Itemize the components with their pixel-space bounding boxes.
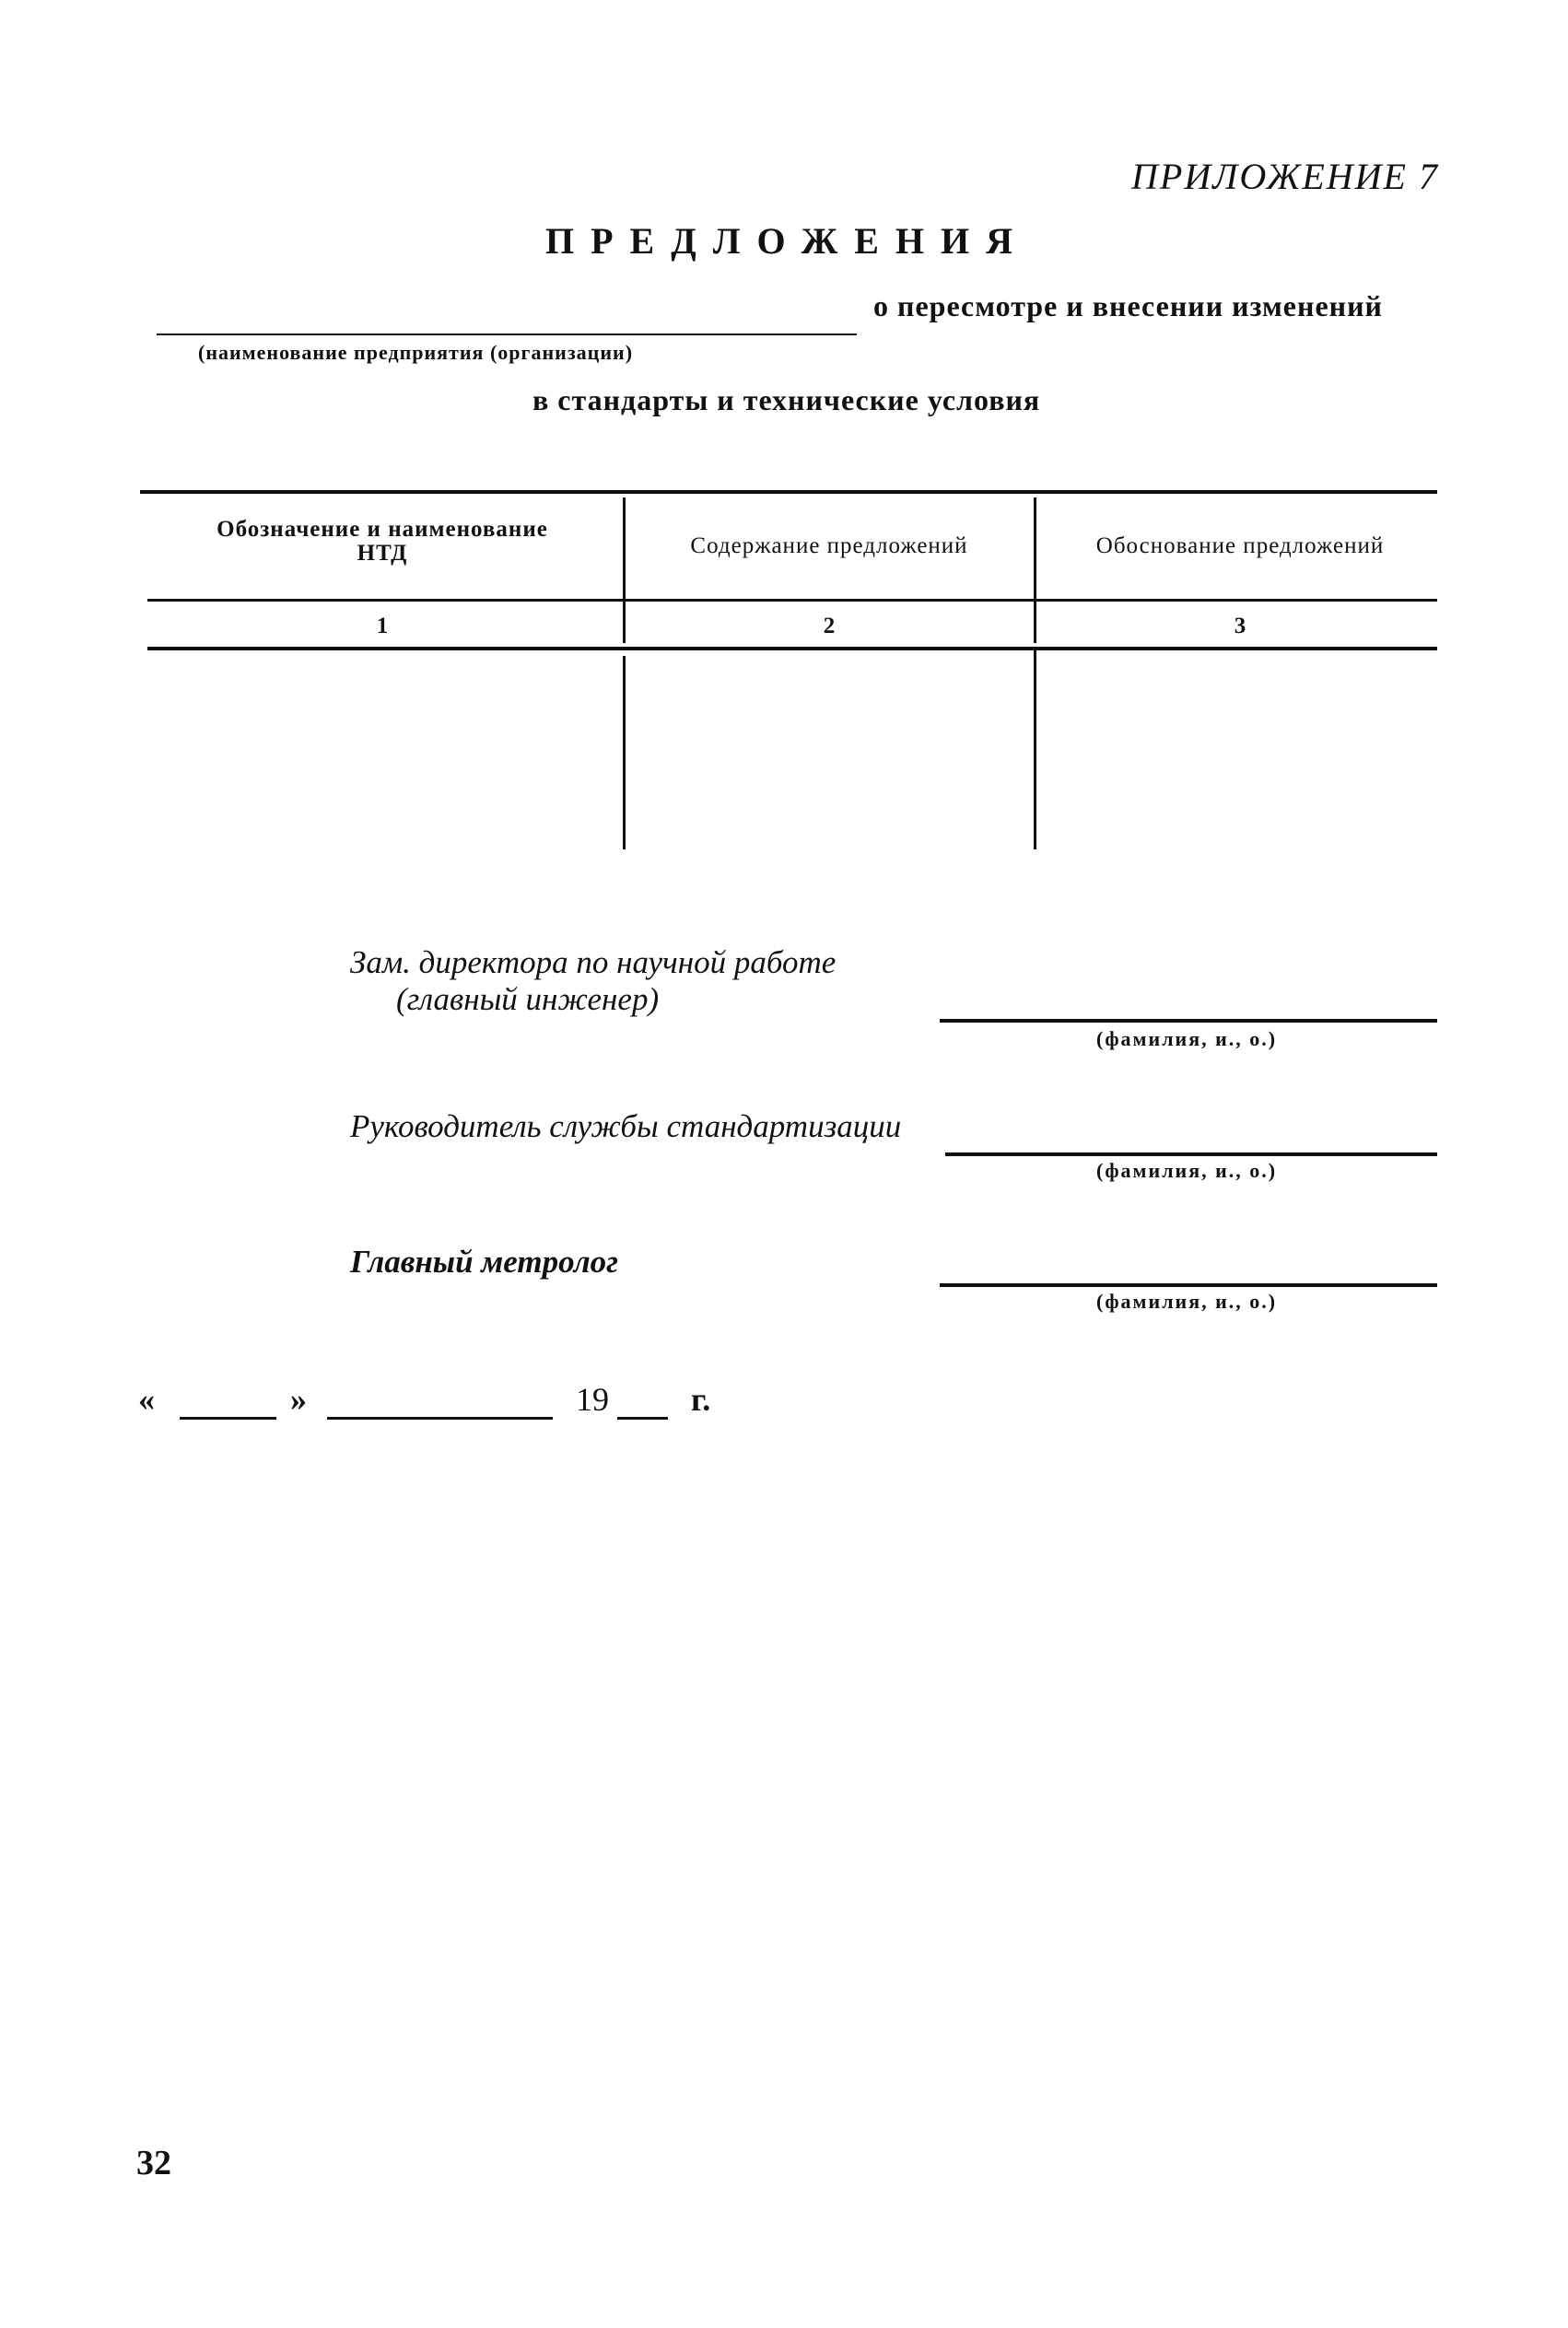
column-header-content: Содержание предложений [690, 533, 968, 558]
table-divider-2-header [1034, 497, 1036, 643]
column-header-designation-line2: НТД [357, 541, 408, 567]
table-divider-1-body [623, 656, 626, 849]
signature-title-chief-metrologist: Главный метролог [350, 1244, 619, 1280]
signature-line-deputy-director[interactable] [940, 1019, 1437, 1023]
date-open-quote: « [138, 1381, 155, 1418]
column-header-designation-line1: Обозначение и наименование [216, 517, 548, 542]
table-top-border [140, 490, 1437, 494]
appendix-label: ПРИЛОЖЕНИЕ 7 [1131, 156, 1439, 197]
table-divider-2-body [1034, 650, 1036, 849]
document-title: ПРЕДЛОЖЕНИЯ [545, 220, 1030, 262]
organization-caption: (наименование предприятия (организации) [198, 341, 634, 364]
date-year-field[interactable] [617, 1417, 668, 1420]
organization-name-line[interactable] [157, 333, 857, 335]
date-year-prefix: 19 [576, 1381, 609, 1418]
table-cell-content[interactable] [628, 654, 1030, 848]
signature-title-chief-engineer: (главный инженер) [396, 981, 660, 1017]
column-number-1: 1 [376, 614, 389, 638]
signature-caption-standardization-head: (фамилия, и., о.) [1096, 1159, 1278, 1182]
signature-line-standardization-head[interactable] [945, 1152, 1437, 1156]
signature-line-chief-metrologist[interactable] [940, 1283, 1437, 1287]
column-number-3: 3 [1234, 614, 1246, 638]
table-cell-justification[interactable] [1039, 654, 1435, 848]
date-month-field[interactable] [327, 1417, 553, 1420]
table-cell-designation[interactable] [147, 654, 619, 848]
signature-title-standardization-head: Руководитель службы стандартизации [350, 1108, 902, 1144]
column-number-2: 2 [823, 614, 836, 638]
table-divider-1-header [623, 497, 626, 643]
date-day-field[interactable] [180, 1417, 276, 1420]
table-number-row-separator [147, 647, 1437, 650]
column-header-designation [157, 518, 608, 567]
page-number: 32 [136, 2144, 171, 2182]
column-header-justification: Обоснование предложений [1095, 533, 1385, 558]
date-close-quote: » [290, 1381, 307, 1418]
subtitle-line-2: в стандарты и технические условия [532, 383, 1041, 416]
signature-title-deputy-director: Зам. директора по научной работе [350, 944, 837, 980]
subtitle-line-1: о пересмотре и внесении изменений [873, 289, 1383, 322]
signature-caption-chief-metrologist: (фамилия, и., о.) [1096, 1290, 1278, 1313]
table-header-separator [147, 599, 1437, 602]
signature-caption-deputy-director: (фамилия, и., о.) [1096, 1027, 1278, 1050]
date-year-suffix: г. [691, 1381, 711, 1418]
